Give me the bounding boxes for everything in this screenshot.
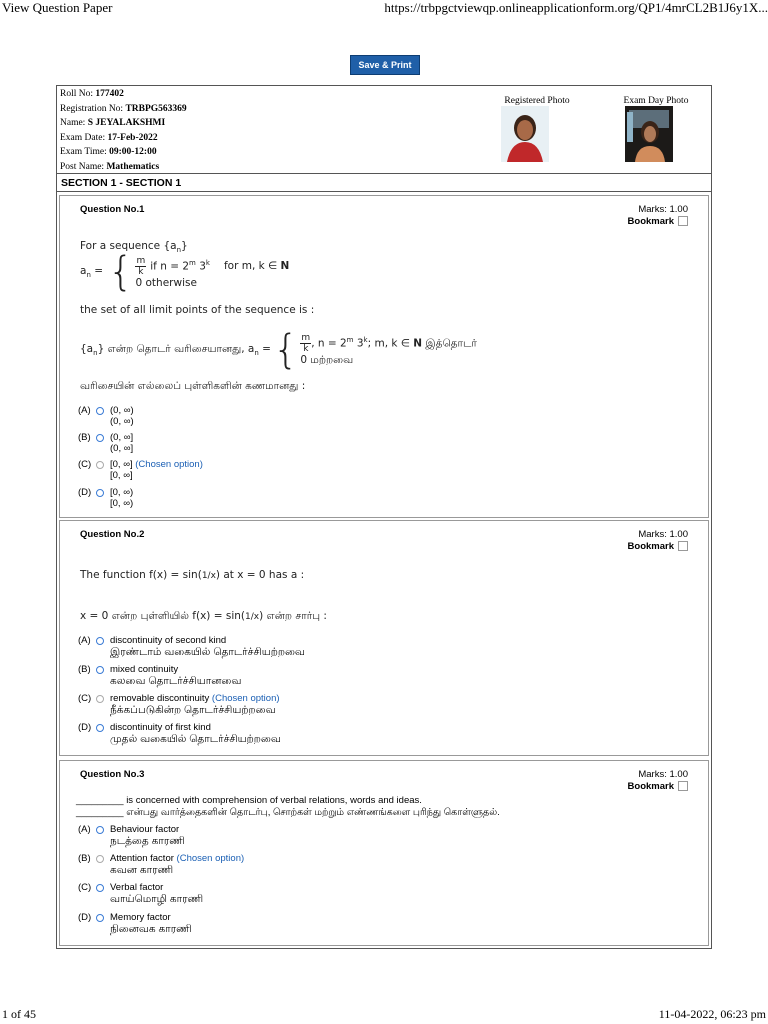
option-b[interactable]: (B) Attention factor (Chosen option) கவன காரணி [78, 853, 245, 876]
question-3-bookmark[interactable]: Bookmark [628, 781, 688, 793]
bookmark-checkbox[interactable] [678, 781, 688, 791]
name-value: S JEYALAKSHMI [87, 118, 166, 128]
question-2-text: The function f(x) = sin(1/x) at x = 0 has a : [80, 569, 305, 581]
radio-c[interactable] [96, 695, 104, 703]
radio-d[interactable] [96, 914, 104, 922]
post-value: Mathematics [106, 161, 160, 172]
page-header-url: https://trbpgctviewqp.onlineapplicationform.org/QP1/4mrCL2B1J6y1X... [384, 0, 768, 15]
exam-date-value: 17-Feb-2022 [107, 132, 158, 143]
radio-c[interactable] [96, 884, 104, 892]
roll-value: 177402 [95, 89, 124, 99]
print-datetime: 11-04-2022, 06:23 pm [658, 1007, 766, 1021]
registration-row: Registration No: TRBPG563369 [60, 103, 187, 114]
exam-date-row: Exam Date: 17-Feb-2022 [60, 132, 158, 143]
option-d[interactable]: (D) Memory factor நினைவக காரணி [78, 912, 192, 935]
option-c[interactable]: (C) Verbal factor வாய்மொழி காரணி [78, 882, 204, 905]
section-title: SECTION 1 - SECTION 1 [57, 175, 711, 192]
question-3-text: _________ is concerned with comprehension of verbal relations, words and ideas. [76, 795, 422, 806]
registered-photo [501, 106, 549, 162]
roll-row: Roll No: 177402 [60, 89, 124, 99]
chosen-option-label: (Chosen option) [211, 693, 280, 704]
radio-a[interactable] [96, 826, 104, 834]
question-1-label: Question No.1 [80, 204, 145, 215]
option-b[interactable]: (B) mixed continuity கலவை தொடர்ச்சியானவை [78, 664, 242, 687]
option-a[interactable]: (A) Behaviour factor நடத்தை காரணி [78, 824, 185, 847]
radio-a[interactable] [96, 407, 104, 415]
option-c[interactable]: (C) [0, ∞] (Chosen option) [0, ∞] [78, 459, 203, 481]
question-1-marks: Marks: 1.00 Bookmark [627, 204, 688, 227]
question-3-label: Question No.3 [80, 769, 145, 780]
radio-a[interactable] [96, 637, 104, 645]
bookmark-checkbox[interactable] [678, 216, 688, 226]
question-1-bookmark[interactable]: Bookmark [628, 216, 688, 228]
page-header-title: View Question Paper [2, 0, 113, 15]
option-d[interactable]: (D) [0, ∞) [0, ∞) [78, 487, 134, 509]
candidate-info [57, 86, 711, 174]
radio-b[interactable] [96, 666, 104, 674]
option-d[interactable]: (D) discontinuity of first kind முதல் வகையில் தொடர்ச்சியற்றவை [78, 722, 281, 745]
post-row: Post Name: Mathematics [60, 161, 160, 172]
question-1-text-line1: For a sequence $\{a_n\}$ [80, 240, 188, 255]
question-2 [59, 520, 709, 756]
brace-icon: { [272, 327, 299, 373]
question-3-tamil: _________ என்பது வார்த்தைகளின் தொடர்பு, சொற்கள் மற்றும் எண்ணங்களை புரிந்து கொள்ளுதல். [76, 807, 500, 818]
radio-d[interactable] [96, 724, 104, 732]
option-c[interactable]: (C) removable discontinuity (Chosen option) நீக்கப்படுகின்ற தொடர்ச்சியற்றவை [78, 693, 280, 716]
registration-value: TRBPG563369 [125, 103, 187, 114]
question-2-bookmark[interactable]: Bookmark [628, 541, 688, 553]
question-1 [59, 195, 709, 518]
option-b[interactable]: (B) (0, ∞] (0, ∞] [78, 432, 134, 454]
question-paper [56, 85, 712, 949]
chosen-option-label: (Chosen option) [135, 459, 203, 470]
radio-b[interactable] [96, 434, 104, 442]
chosen-option-label: (Chosen option) [176, 853, 245, 864]
exam-time-row: Exam Time: 09:00-12:00 [60, 147, 157, 157]
question-2-tamil: x = 0 என்ற புள்ளியில் f(x) = sin(1/x) என்ற சார்பு : [80, 610, 327, 622]
radio-b[interactable] [96, 855, 104, 863]
name-row: Name: S JEYALAKSHMI [60, 118, 166, 128]
registered-photo-label: Registered Photo [504, 96, 570, 106]
exam-day-photo [625, 106, 673, 162]
save-print-button[interactable]: Save & Print [350, 55, 420, 75]
brace-icon: { [108, 249, 134, 295]
page-counter: 1 of 45 [2, 1007, 36, 1021]
question-2-label: Question No.2 [80, 529, 145, 540]
option-a[interactable]: (A) (0, ∞) (0, ∞) [78, 405, 134, 427]
question-1-definition: $a_n$ = { $\frac{m}{k}$ if $n = 2^m$ 3$^k$ for m, k ∈ N 0 otherwise [80, 249, 290, 295]
radio-d[interactable] [96, 489, 104, 497]
exam-day-photo-label: Exam Day Photo [623, 96, 689, 106]
question-3 [59, 760, 709, 946]
option-a[interactable]: (A) discontinuity of second kind இரண்டாம் வகையில் தொடர்ச்சியற்றவை [78, 635, 305, 658]
question-1-tamil-line1: $\{a_n\}$ என்ற தொடர் வரிசையானது, $a_n$ = { $\frac{m}{k}$ , $n = 2^m$ 3$^k$; m, k ∈ N இத்தொடர் 0 மற்றவை [80, 327, 477, 373]
question-3-marks: Marks: 1.00 Bookmark [627, 769, 688, 792]
question-1-text-line2: the set of all limit points of the sequence is : [80, 304, 315, 316]
radio-c[interactable] [96, 461, 104, 469]
question-2-marks: Marks: 1.00 Bookmark [627, 529, 688, 552]
exam-time-value: 09:00-12:00 [109, 147, 157, 157]
bookmark-checkbox[interactable] [678, 541, 688, 551]
question-1-tamil-line2: வரிசையின் எல்லைப் புள்ளிகளின் கணமானது : [80, 380, 306, 392]
